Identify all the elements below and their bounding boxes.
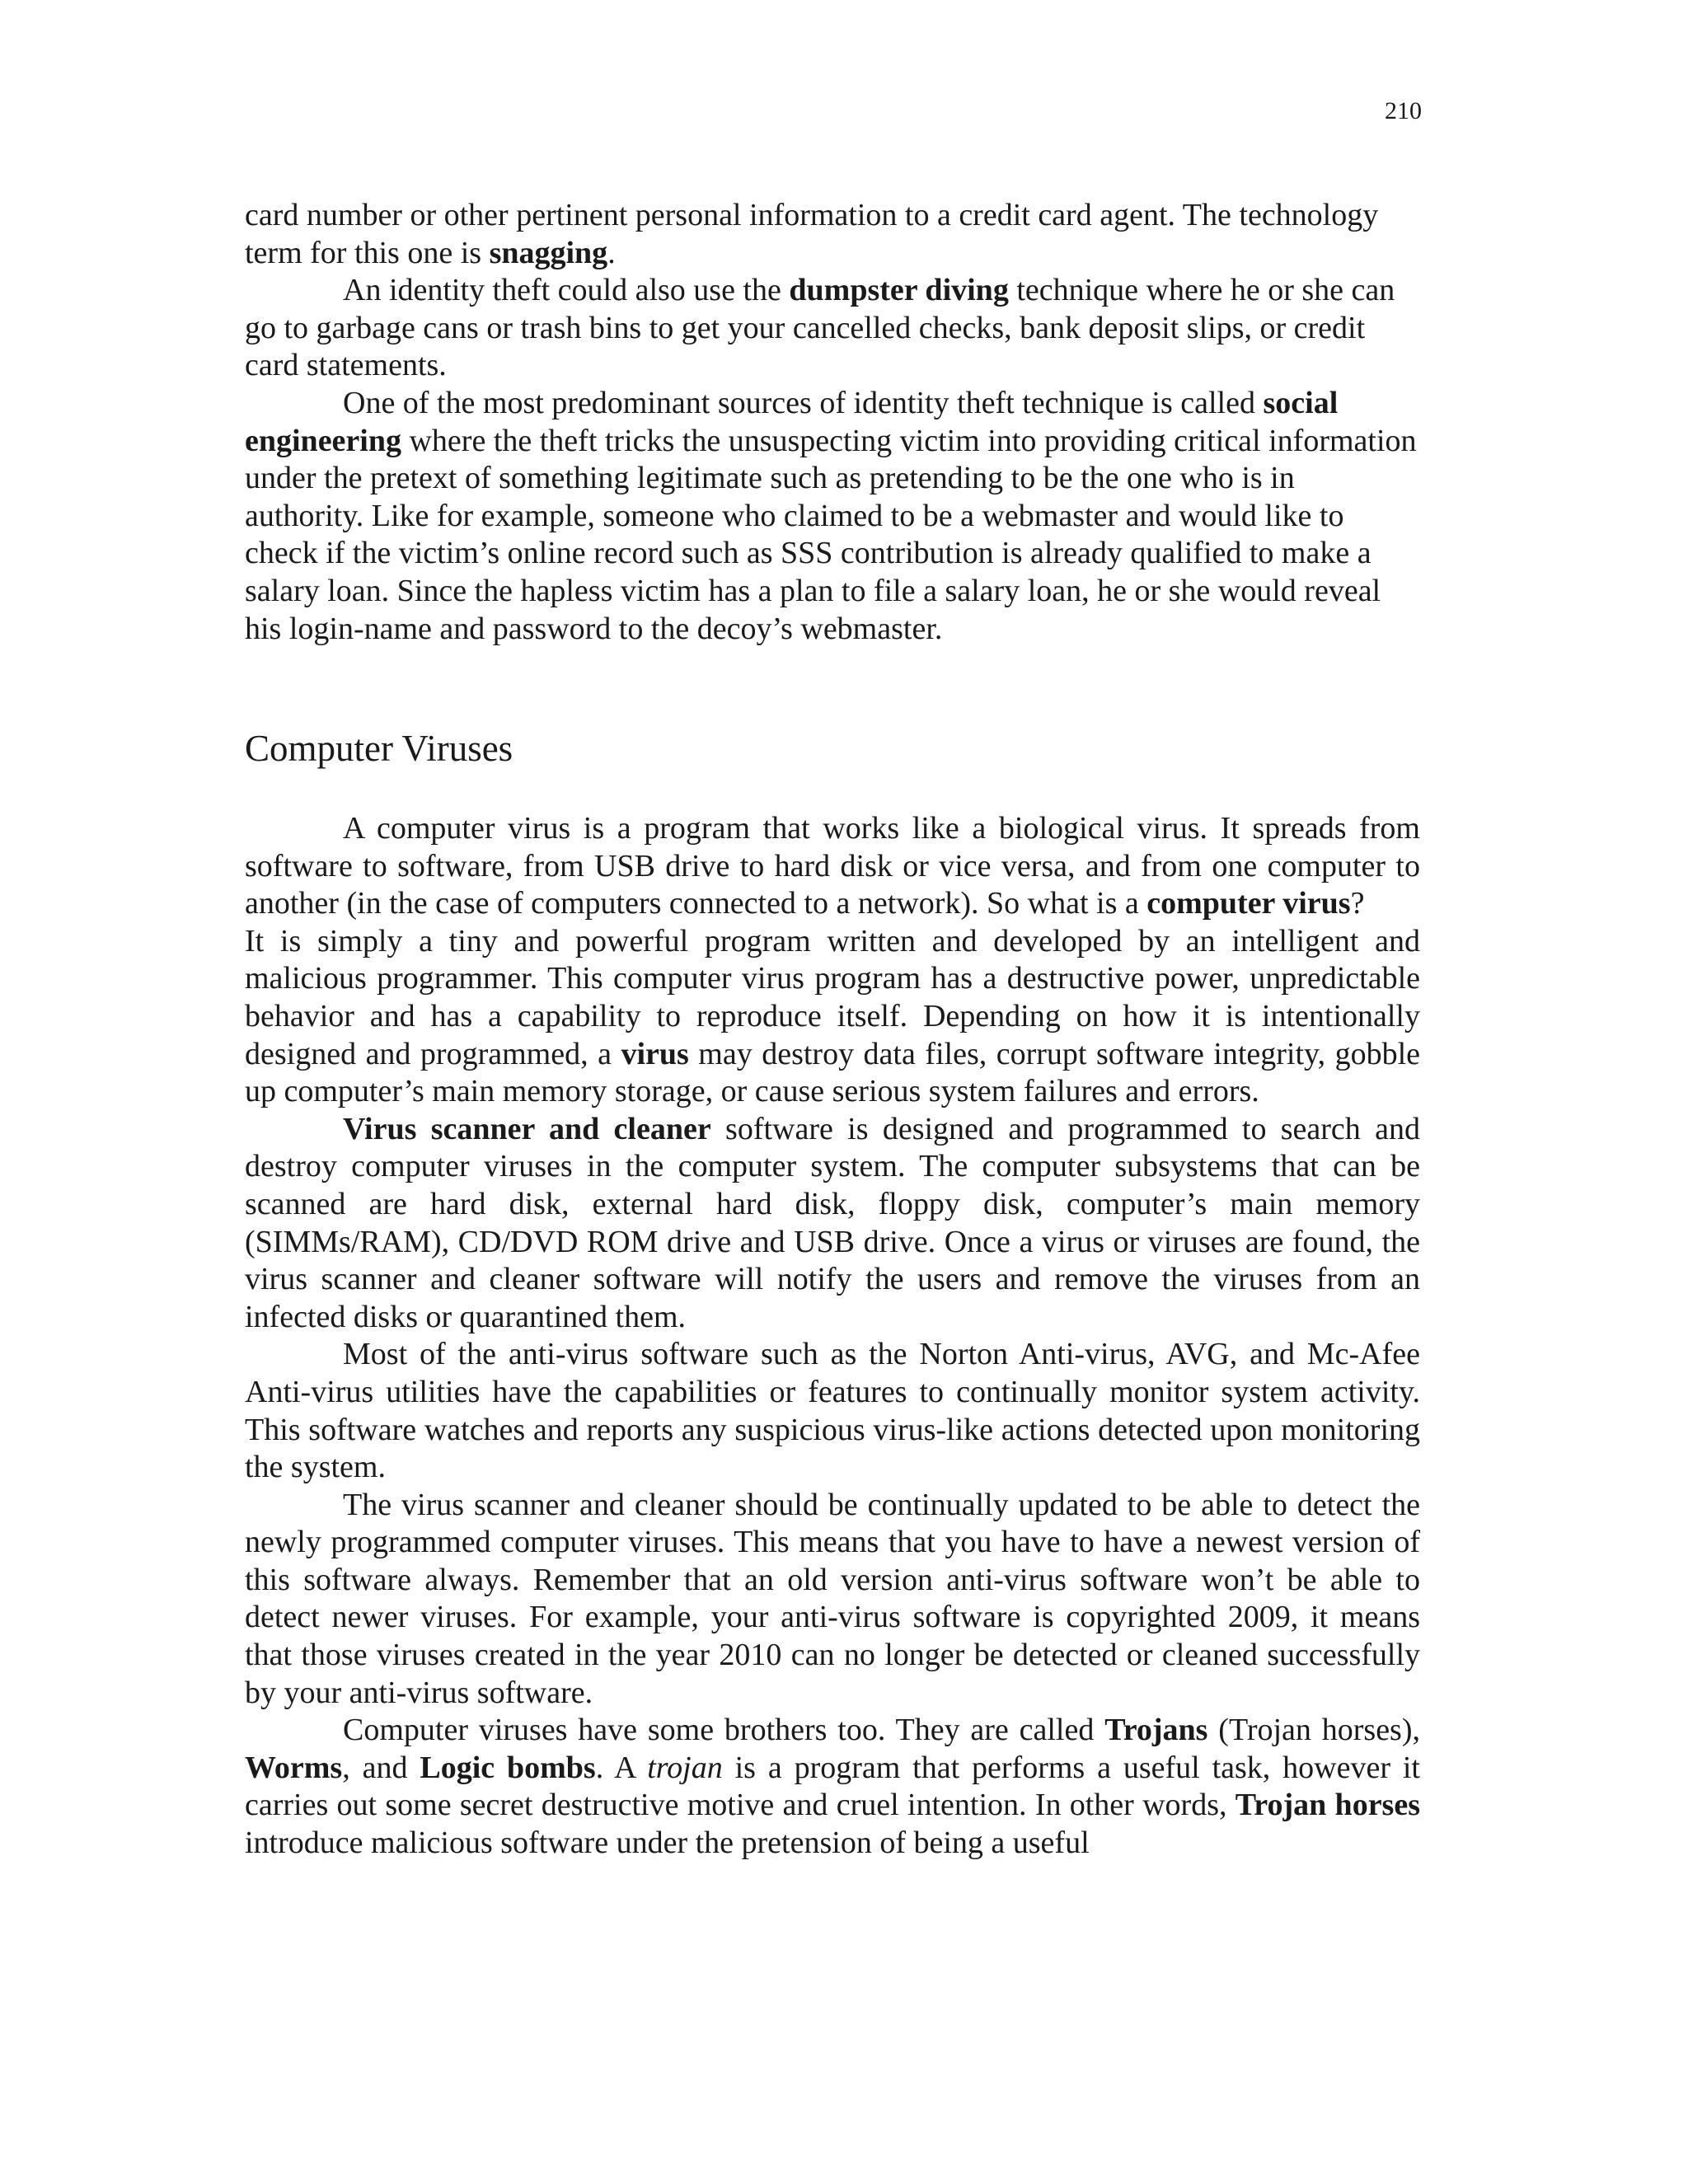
text-run: The virus scanner and cleaner should be continually updated to be able to detect the newly programmed computer viruses. This means that you have to have a newest version of this software always. Remember that an old version anti-virus software won’t be able to detect newer viruses. For example, your anti-virus software is copyrighted 2009, it means that those viruses created in the year 2010 can no longer be detected or cleaned successfully by your anti-virus software.: [245, 1487, 1420, 1710]
term-snagging: snagging: [489, 235, 608, 270]
term-worms: Worms: [245, 1750, 343, 1785]
text-run: card number or other pertinent personal information to a credit card agent. The technology term for this one is: [245, 198, 1379, 270]
paragraph-dumpster-diving: [245, 272, 1420, 385]
text-run: (Trojan horses),: [1207, 1713, 1421, 1748]
text-run: A computer virus is a program that works like a biological virus. It spreads from software to software, from USB drive to hard disk or vice versa, and from one computer to another (in the case of computers connected to a network). So what is a: [245, 811, 1420, 921]
text-run: ?: [1350, 886, 1365, 921]
text-run: .: [607, 235, 616, 270]
term-trojan-italic: trojan: [647, 1750, 723, 1785]
text-run: , and: [342, 1750, 420, 1785]
identity-theft-section: [245, 197, 1420, 648]
paragraph-anti-virus-software: [245, 1336, 1420, 1486]
term-trojans: Trojans: [1104, 1713, 1208, 1748]
paragraph-virus-definition: [245, 923, 1420, 1111]
term-trojan-horses: Trojan horses: [1235, 1788, 1420, 1823]
text-run: Computer viruses have some brothers too. They are called: [343, 1713, 1105, 1748]
paragraph-social-engineering: [245, 385, 1420, 648]
term-dumpster-diving: dumpster diving: [789, 273, 1009, 308]
page-number: 210: [1385, 97, 1422, 124]
text-run: One of the most predominant sources of identity theft technique is called: [343, 385, 1264, 420]
text-run: . A: [595, 1750, 648, 1785]
text-run: software is designed and programmed to search and destroy computer viruses in the computer system. The computer subsystems that can be scanned are hard disk, external hard disk, floppy disk, computer’s main memory (SIMMs/RAM), CD/DVD ROM drive and USB drive. Once a virus or viruses are found, the virus scanner and cleaner software will notify the users and remove the viruses from an infected disks or quarantined them.: [245, 1111, 1420, 1334]
text-run: introduce malicious software under the pretension of being a useful: [245, 1825, 1090, 1861]
text-run: technique where he or she can go to garbage cans or trash bins to get your cancelled checks, bank deposit slips, or credit card statements.: [245, 273, 1395, 383]
paragraph-virus-scanner: [245, 1111, 1420, 1337]
text-run: It is simply a tiny and powerful program written and developed by an intelligent and malicious programmer. This computer virus program has a destructive power, unpredictable behavior and has a capability to reproduce itself. Depending on how it is intentionally designed and programmed, a: [245, 923, 1420, 1071]
text-run: Most of the anti-virus software such as the Norton Anti-virus, AVG, and Mc-Afee Anti-virus utilities have the capabilities or features to continually monitor system activity. This software watches and reports any suspicious virus-like actions detected upon monitoring the system.: [245, 1337, 1420, 1485]
computer-viruses-section: [245, 810, 1420, 1863]
term-logic-bombs: Logic bombs: [420, 1750, 596, 1785]
text-run: may destroy data files, corrupt software integrity, gobble up computer’s main memory storage, or cause serious system failures and errors.: [245, 1036, 1420, 1109]
term-computer-virus: computer virus: [1146, 886, 1351, 921]
paragraph-snagging: [245, 197, 1420, 272]
term-virus-scanner: Virus scanner and cleaner: [343, 1111, 711, 1146]
section-heading: Computer Viruses: [245, 728, 513, 769]
paragraph-virus-intro: [245, 810, 1420, 923]
text-run: is a program that performs a useful task, however it carries out some secret destructive motive and cruel intention. In other words,: [245, 1750, 1420, 1823]
paragraph-updates: [245, 1487, 1420, 1713]
paragraph-trojans: [245, 1712, 1420, 1862]
text-run: An identity theft could also use the: [343, 273, 790, 308]
term-social-engineering: social engineering: [245, 385, 1339, 458]
term-virus: virus: [621, 1036, 689, 1071]
text-run: where the theft tricks the unsuspecting victim into providing critical information under the pretext of something legitimate such as pretending to be the one who is in authority. Like for example, someone who claimed to be a webmaster and would like to check if the victim’s online record such as SSS contribution is already qualified to make a salary loan. Since the hapless victim has a plan to file a salary loan, he or she would reveal his login-name and password to the decoy’s webmaster.: [245, 423, 1417, 646]
